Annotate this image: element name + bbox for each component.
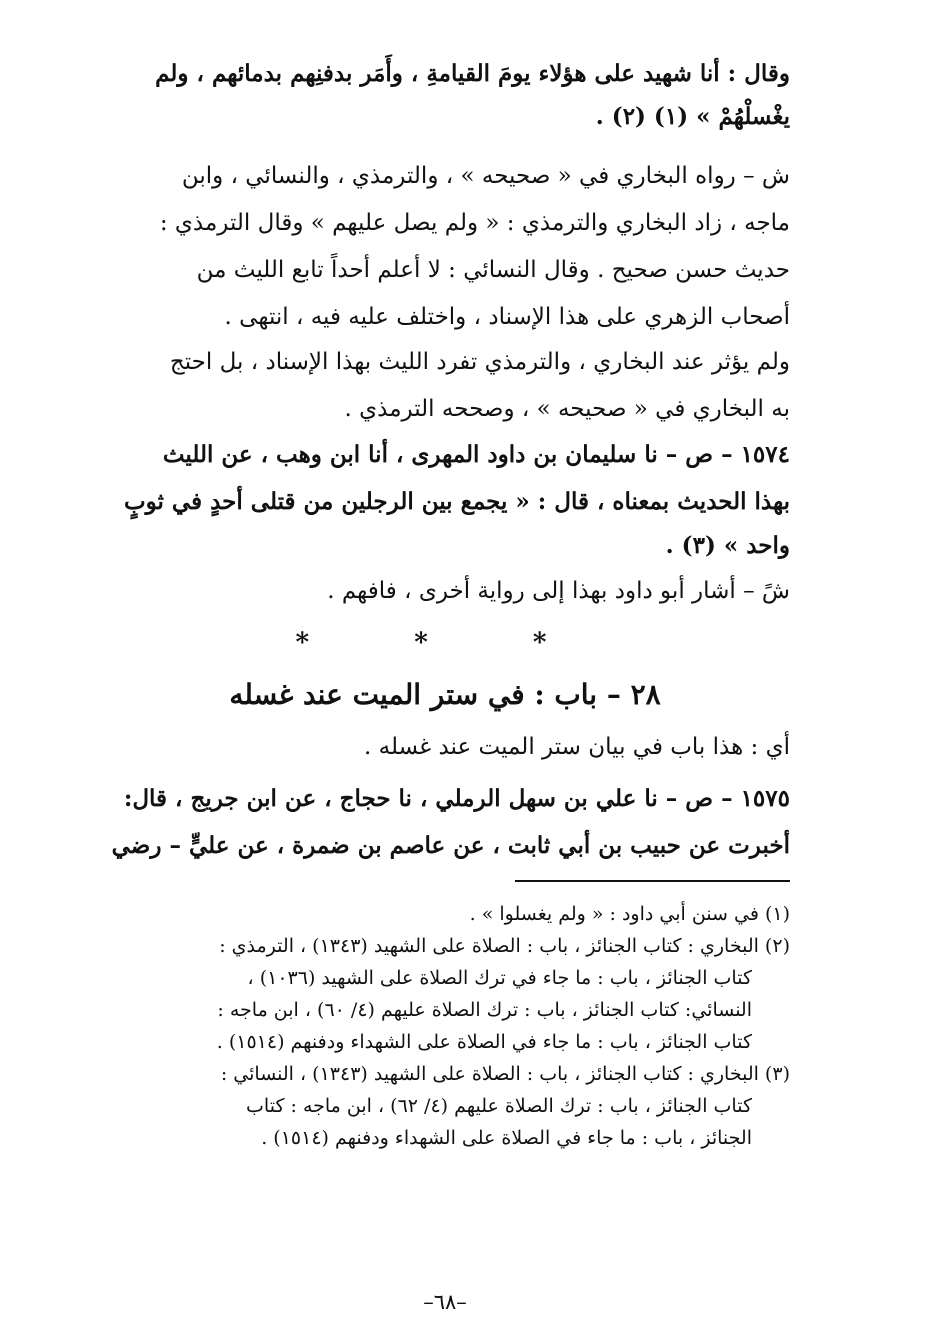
book-page [100,50,790,1314]
paragraph-commentary [100,724,790,771]
text-line: واحد » (٣) . [665,532,790,559]
text-line: أي : هذا باب في بيان ستر الميت عند غسله . [364,734,790,760]
text-line: أخبرت عن حبيب بن أبي ثابت ، عن عاصم بن ضمرة ، عن عليٍّ – رضي [111,832,790,859]
paragraph-hadith-end [100,50,790,137]
text-line: شً – أشار أبو داود بهذا إلى رواية أخرى ، فافهم . [327,578,790,604]
text-line: به البخاري في « صحيحه » ، وصححه الترمذي . [344,396,790,422]
footnote-2: (٢) البخاري : كتاب الجنائز ، باب : الصلاة على الشهيد (١٣٤٣) ، الترمذي : [219,935,790,957]
footnote-2-continued: كتاب الجنائز ، باب : ما جاء في ترك الصلاة على الشهيد (١٠٣٦) ، [247,967,752,989]
text-line: أصحاب الزهري على هذا الإسناد ، واختلف عليه فيه ، انتهى . [224,304,790,330]
text-line: حديث حسن صحيح . وقال النسائي : لا أعلم أحداً تابع الليث من [196,257,790,283]
page-number: –٦٨– [423,1290,467,1314]
footnote-3: (٣) البخاري : كتاب الجنائز ، باب : الصلاة على الشهيد (١٣٤٣) ، النسائي : [220,1063,790,1085]
footnote-1: (١) في سنن أبي داود : « ولم يغسلوا » . [469,903,790,925]
paragraph-hadith-1574 [100,431,790,567]
footnote-3-continued: الجنائز ، باب : ما جاء في الصلاة على الشهداء ودفنهم (١٥١٤) . [261,1127,752,1149]
chapter-heading: ٢٨ – باب : في ستر الميت عند غسله [229,678,661,711]
text-line: بهذا الحديث بمعناه ، قال : « يجمع بين الرجلين من قتلى أحدٍ في ثوبٍ [123,488,790,515]
text-line: ماجه ، زاد البخاري والترمذي : « ولم يصل عليهم » وقال الترمذي : [159,210,790,236]
text-line: ش – رواه البخاري في « صحيحه » ، والترمذي ، والنسائي ، وابن [181,163,790,189]
footnote-2-continued: النسائي: كتاب الجنائز ، باب : ترك الصلاة عليهم (٤/ ٦٠) ، ابن ماجه : [217,999,752,1021]
paragraph-commentary [100,568,790,615]
text-line: وقال : أنا شهيد على هؤلاء يومَ القيامةِ ، وأَمَر بدفنِهم بدمائهم ، ولم [155,60,790,87]
paragraph-hadith-1575 [100,775,790,869]
text-line: ولم يؤثر عند البخاري ، والترمذي تفرد الليث بهذا الإسناد ، بل احتج [169,349,790,375]
paragraph-commentary [100,153,790,341]
paragraph-commentary [100,339,790,433]
text-line: ١٥٧٥ – ص – نا علي بن سهل الرملي ، نا حجاج ، عن ابن جريج ، قال: [123,785,790,812]
footnote-divider [515,880,790,882]
footnote-3-continued: كتاب الجنائز ، باب : ترك الصلاة عليهم (٤/ ٦٢) ، ابن ماجه : كتاب [246,1095,752,1117]
footnotes [100,898,790,1154]
text-line: ١٥٧٤ – ص – نا سليمان بن داود المهرى ، أنا ابن وهب ، عن الليث [162,441,790,468]
text-line: يغْسلْهُمْ » (١) (٢) . [595,103,790,130]
footnote-2-continued: كتاب الجنائز ، باب : ما جاء في الصلاة على الشهداء ودفنهم (١٥١٤) . [216,1031,752,1053]
section-separator-stars: * * * [295,628,595,658]
